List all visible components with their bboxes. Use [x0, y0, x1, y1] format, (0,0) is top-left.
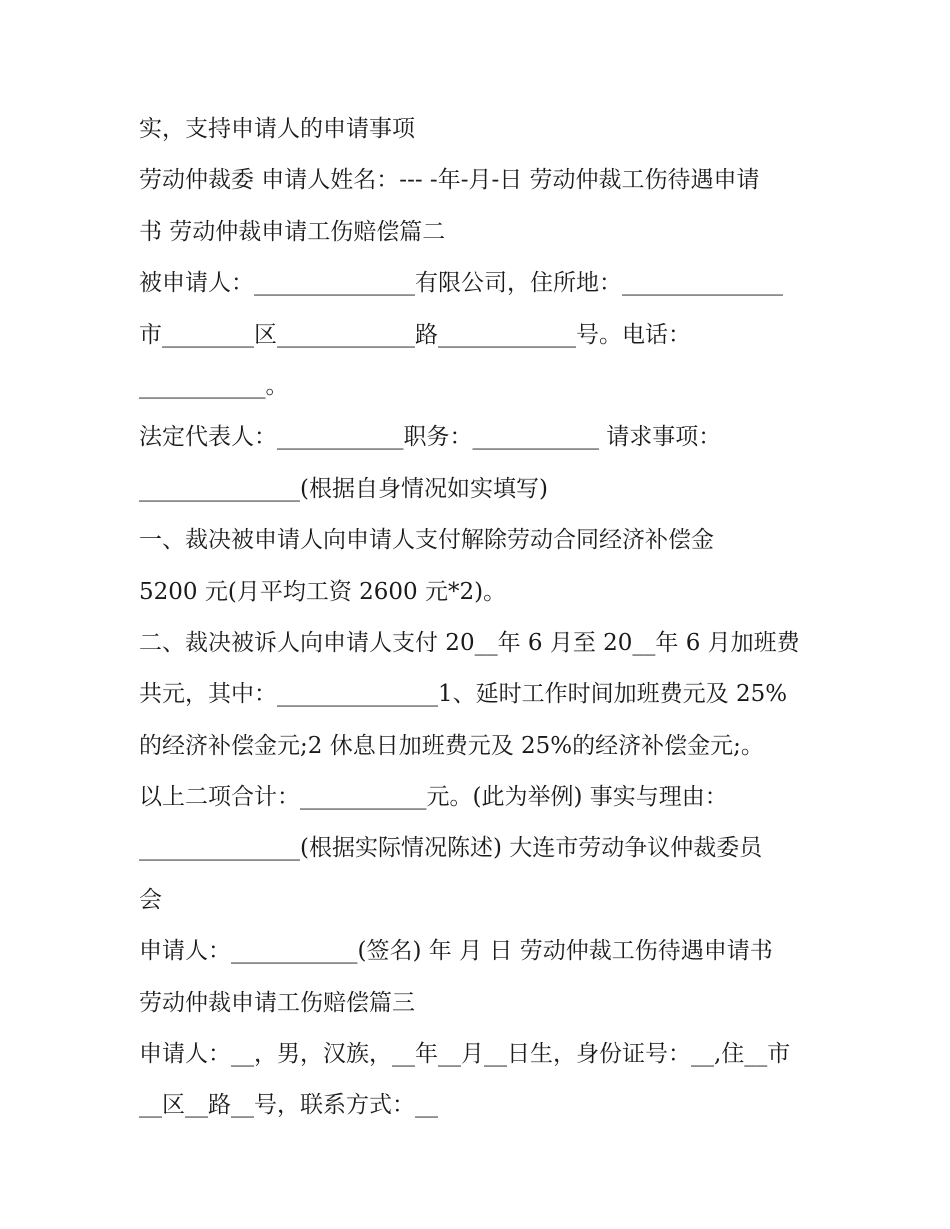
text-line: 劳动仲裁委 申请人姓名：--- -年-月-日 劳动仲裁工伤待遇申请 — [139, 167, 760, 194]
text-line: 被申请人：______________有限公司，住所地：______________ — [139, 270, 783, 297]
text-line: 实，支持申请人的申请事项 — [139, 116, 415, 142]
text-line: 二、裁决被诉人向申请人支付 20__年 6 月至 20__年 6 月加班费 — [139, 629, 800, 656]
text-line: 市________区____________路____________号。电话： — [139, 321, 691, 348]
text-line: ___________。 — [139, 372, 289, 399]
text-line: __区__路__号，联系方式：__ — [139, 1092, 438, 1119]
text-line: 法定代表人：___________职务：___________ 请求事项： — [139, 424, 722, 451]
text-line: 申请人：___________(签名) 年 月 日 劳动仲裁工伤待遇申请书 — [139, 938, 773, 965]
text-line: 会 — [139, 886, 162, 913]
text-line: 共元，其中：______________1、延时工作时间加班费元及 25% — [139, 681, 788, 708]
document-body — [139, 107, 829, 1135]
text-line: 的经济补偿金元;2 休息日加班费元及 25%的经济补偿金元;。 — [139, 732, 764, 759]
text-line: 以上二项合计：___________元。(此为举例) 事实与理由： — [139, 784, 728, 811]
text-line: ______________(根据自身情况如实填写) — [139, 475, 548, 502]
text-line: 一、裁决被申请人向申请人支付解除劳动合同经济补偿金 — [139, 527, 714, 554]
text-line: 书 劳动仲裁申请工伤赔偿篇二 — [139, 218, 446, 245]
text-line: 劳动仲裁申请工伤赔偿篇三 — [139, 989, 415, 1016]
text-line: 申请人：__，男，汉族，__年__月__日生，身份证号：__,住__市 — [139, 1041, 791, 1068]
text-line: 5200 元(月平均工资 2600 元*2)。 — [139, 578, 507, 605]
text-line: ______________(根据实际情况陈述) 大连市劳动争议仲裁委员 — [139, 835, 763, 862]
